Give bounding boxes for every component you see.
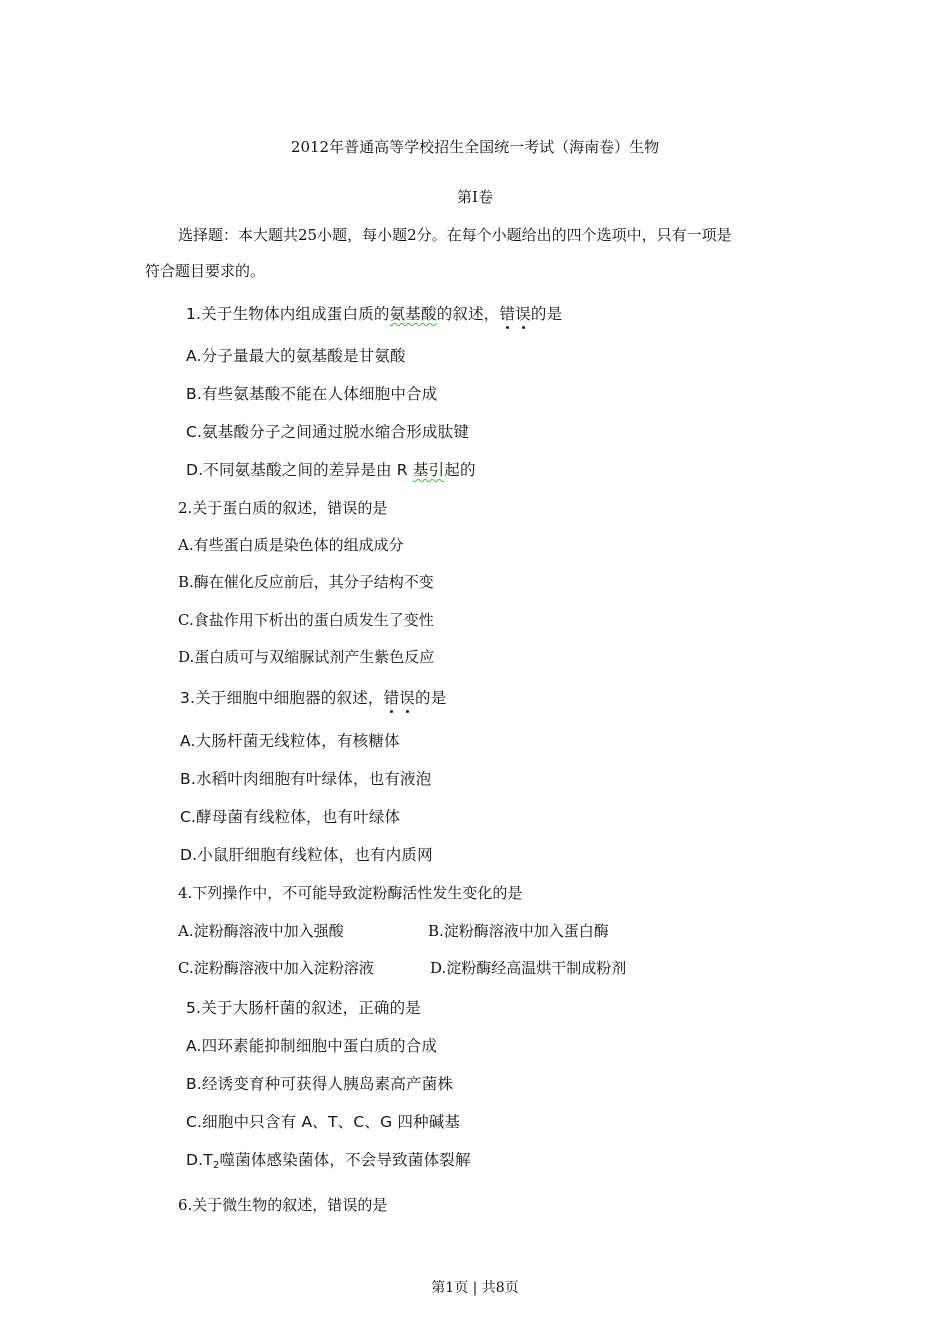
q5-option-d-subscript: 2 xyxy=(212,1160,220,1171)
q1-option-d-keyword: 基引 xyxy=(412,461,445,479)
q1-option-d-part: 起的 xyxy=(444,461,476,479)
page-footer: 第1页 | 共8页 xyxy=(431,1280,519,1296)
question-1-option-a: A.分子量最大的氨基酸是甘氨酸 xyxy=(186,347,406,365)
question-5-option-b: B.经诱变育种可获得人胰岛素高产菌株 xyxy=(186,1075,454,1093)
section-heading: 第I卷 xyxy=(457,188,493,206)
question-1-stem xyxy=(186,304,562,324)
question-3-option-d: D.小鼠肝细胞有线粒体，也有内质网 xyxy=(180,846,433,864)
question-3-option-c: C.酵母菌有线粒体，也有叶绿体 xyxy=(180,808,401,826)
question-1-option-d xyxy=(186,460,476,480)
question-5-option-c: C.细胞中只含有 A、T、C、G 四种碱基 xyxy=(186,1113,461,1131)
instructions-line-1: 选择题：本大题共25小题，每小题2分。在每个小题给出的四个选项中，只有一项是 xyxy=(178,226,732,244)
q1-option-d-part: D.不同氨基酸之间的差异是由 R xyxy=(186,461,413,479)
question-3-option-b: B.水稻叶肉细胞有叶绿体，也有液泡 xyxy=(180,770,432,788)
q1-stem-part: 的叙述， xyxy=(436,305,500,323)
q1-stem-keyword: 氨基酸 xyxy=(389,305,437,323)
q1-stem-part: 1.关于生物体内组成蛋白质的 xyxy=(186,305,390,323)
question-4-option-b: B.淀粉酶溶液中加入蛋白酶 xyxy=(428,922,609,940)
q5-option-d-part: 噬菌体感染菌体，不会导致菌体裂解 xyxy=(219,1151,471,1169)
q3-emphasis-char: 误 xyxy=(399,689,415,707)
question-6-stem: 6.关于微生物的叙述，错误的是 xyxy=(178,1196,388,1214)
q3-stem-part: 3.关于细胞中细胞器的叙述， xyxy=(180,689,384,707)
question-2-option-c: C.食盐作用下析出的蛋白质发生了变性 xyxy=(178,611,434,629)
question-5-option-a: A.四环素能抑制细胞中蛋白质的合成 xyxy=(186,1037,438,1055)
instructions-line-2: 符合题目要求的。 xyxy=(145,262,266,280)
q3-emphasis-char: 错 xyxy=(383,689,400,707)
q1-stem-part: 的是 xyxy=(530,305,563,323)
question-5-stem: 5.关于大肠杆菌的叙述，正确的是 xyxy=(186,999,421,1017)
q3-stem-part: 的是 xyxy=(415,689,447,707)
question-3-stem xyxy=(180,688,446,708)
question-2-option-a: A.有些蛋白质是染色体的组成成分 xyxy=(178,536,404,554)
question-2-option-b: B.酶在催化反应前后，其分子结构不变 xyxy=(178,573,434,591)
question-1-option-b: B.有些氨基酸不能在人体细胞中合成 xyxy=(186,385,438,403)
question-1-option-c: C.氨基酸分子之间通过脱水缩合形成肽键 xyxy=(186,423,470,441)
question-5-option-d xyxy=(186,1150,471,1170)
question-2-stem: 2.关于蛋白质的叙述，错误的是 xyxy=(178,499,388,517)
question-2-option-d: D.蛋白质可与双缩脲试剂产生紫色反应 xyxy=(178,648,435,666)
question-3-option-a: A.大肠杆菌无线粒体，有核糖体 xyxy=(180,732,400,750)
question-4-option-d: D.淀粉酶经高温烘干制成粉剂 xyxy=(430,959,627,977)
question-4-stem: 4.下列操作中，不可能导致淀粉酶活性发生变化的是 xyxy=(178,884,523,902)
document-title: 2012年普通高等学校招生全国统一考试（海南卷）生物 xyxy=(290,138,660,156)
q1-emphasis-char: 误 xyxy=(515,305,531,323)
q1-emphasis-char: 错 xyxy=(499,305,516,323)
q5-option-d-part: D.T xyxy=(186,1151,213,1169)
question-4-option-a: A.淀粉酶溶液中加入强酸 xyxy=(178,922,344,940)
question-4-option-c: C.淀粉酶溶液中加入淀粉溶液 xyxy=(178,959,374,977)
